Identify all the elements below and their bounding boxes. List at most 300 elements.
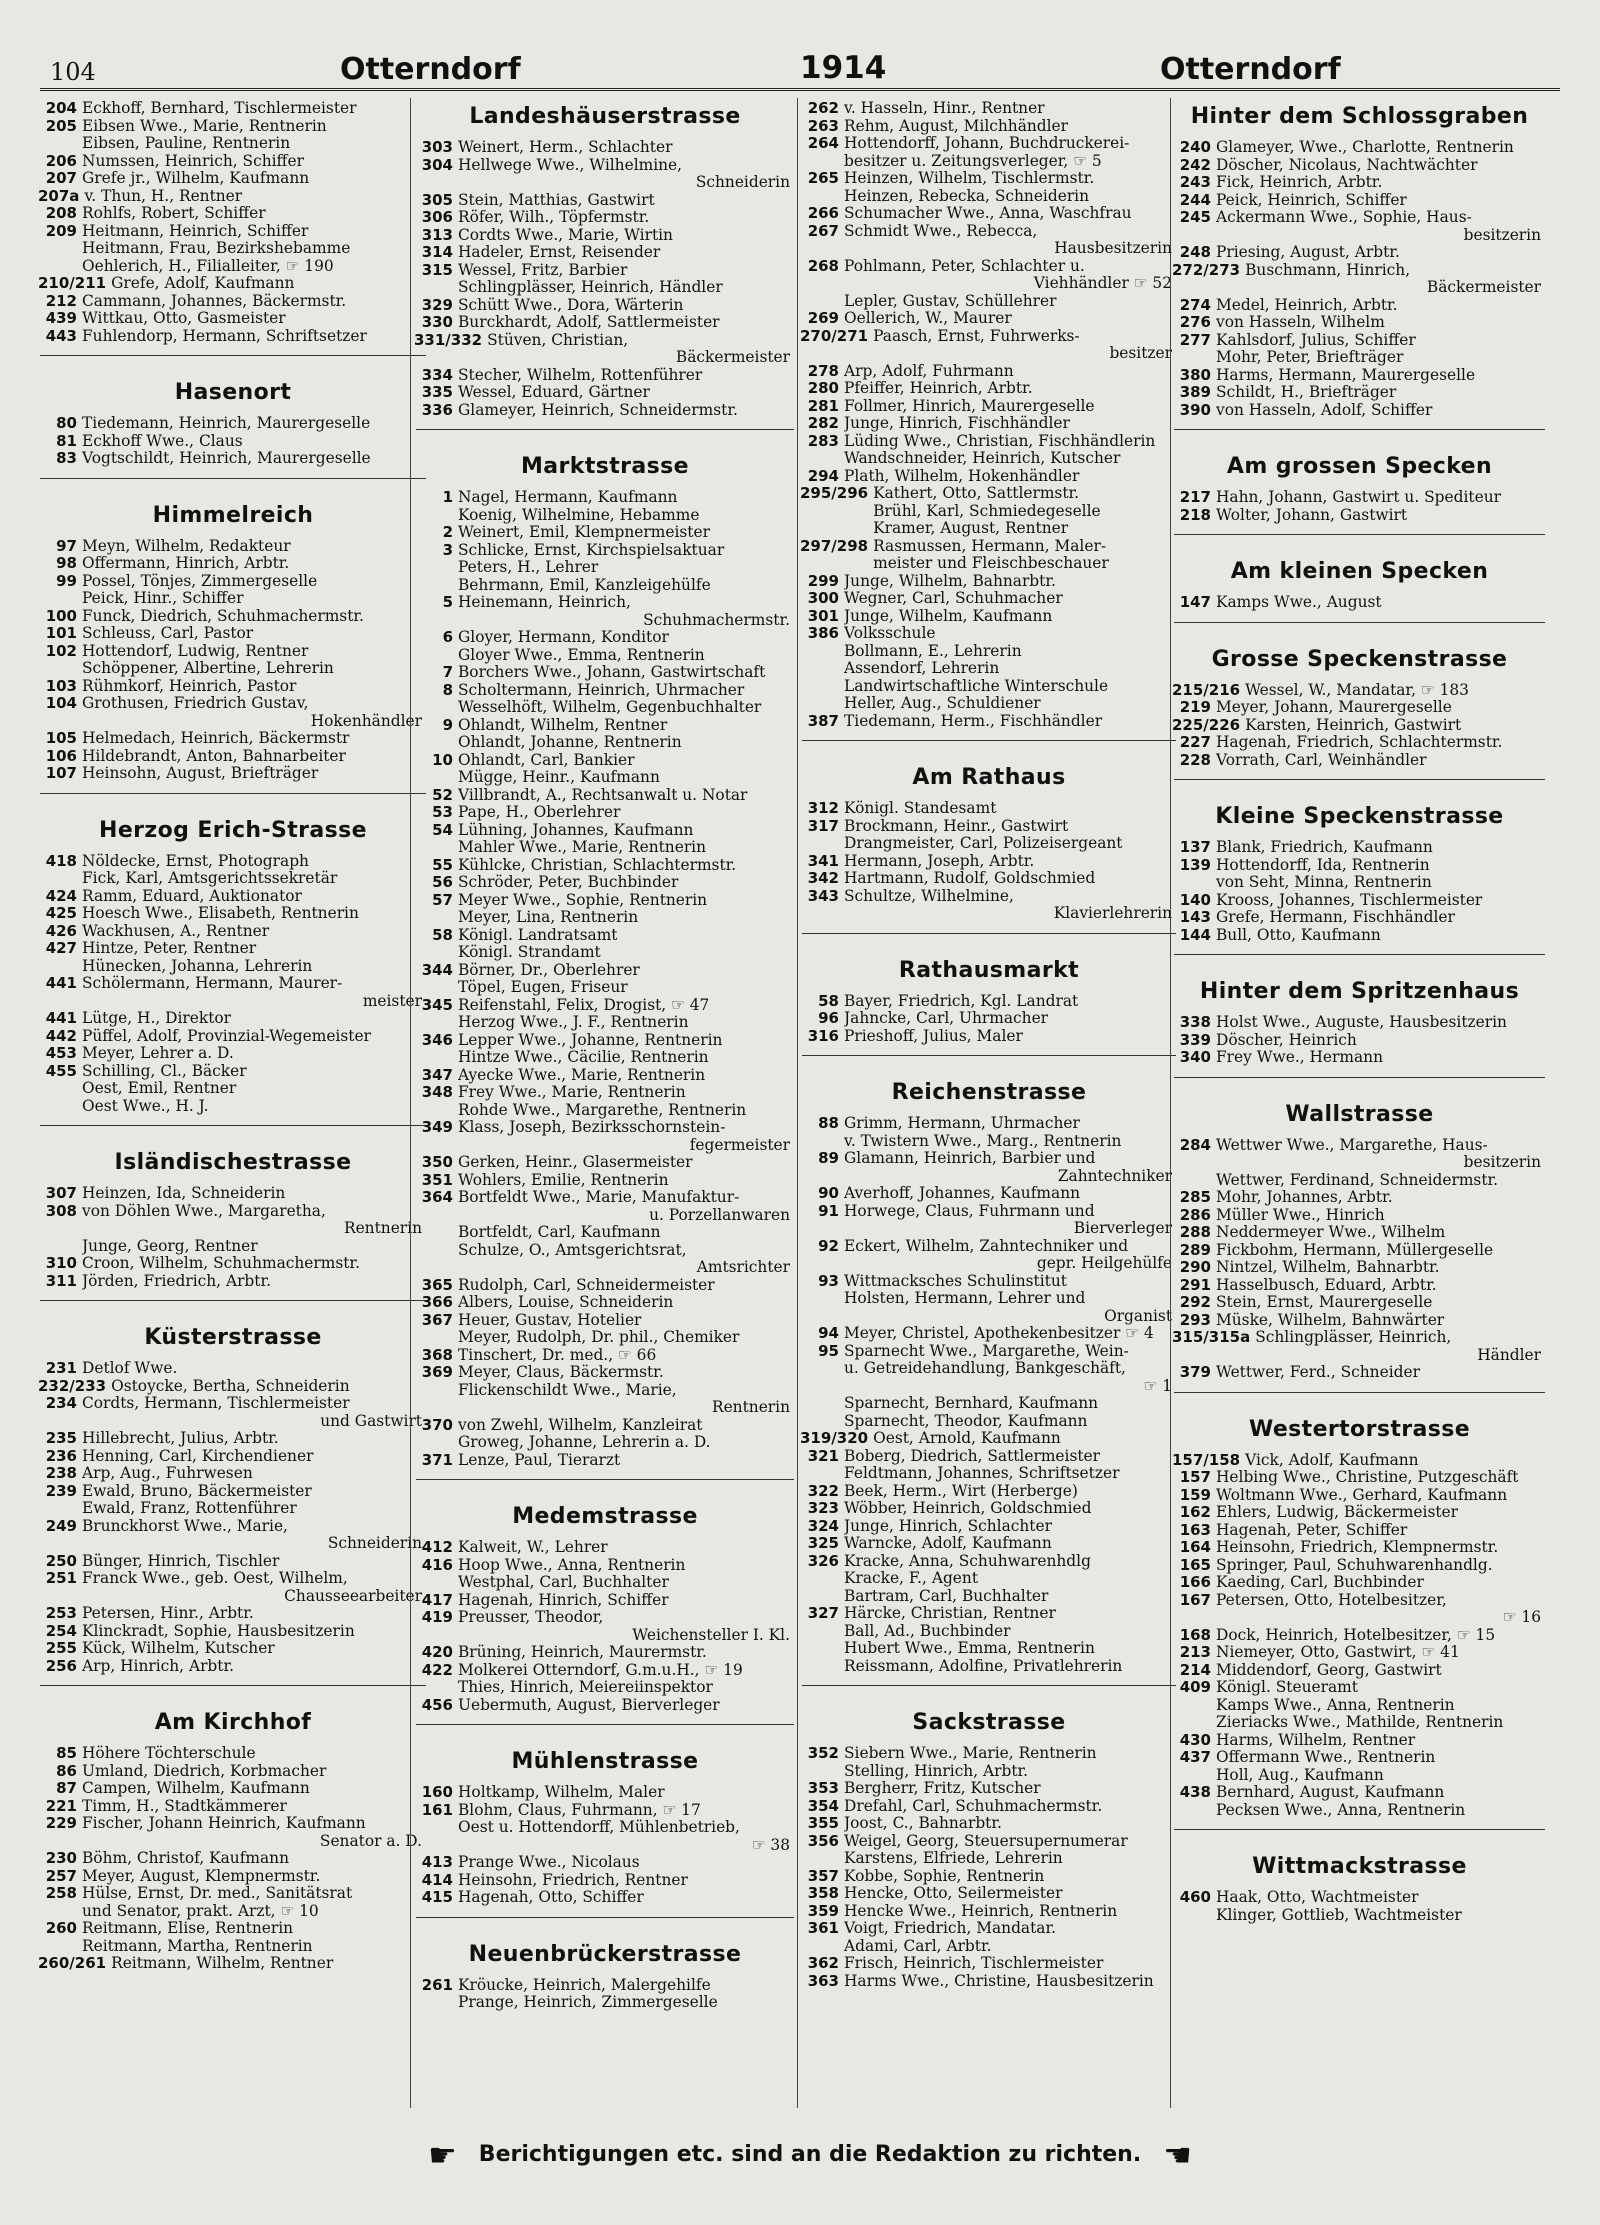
house-number: 137 <box>1179 838 1211 856</box>
resident-line-continuation: gepr. Heilgehülfe <box>1036 1255 1172 1272</box>
house-number: 353 <box>807 1779 839 1797</box>
house-number: 330 <box>421 313 453 331</box>
resident-line: Franck Wwe., geb. Oest, Wilhelm, <box>82 1570 348 1587</box>
resident-line: Klinckradt, Sophie, Hausbesitzerin <box>82 1622 355 1640</box>
resident-line: Schröder, Peter, Buchbinder <box>458 874 679 891</box>
house-number: 270/271 <box>800 326 869 345</box>
resident-line: Vick, Adolf, Kaufmann <box>1245 1451 1419 1469</box>
resident-line: Reitmann, Elise, Rentnerin <box>82 1920 294 1937</box>
directory-entry <box>1172 1487 1547 1505</box>
directory-entry <box>1172 734 1547 752</box>
section-divider <box>1174 779 1545 780</box>
house-number: 289 <box>1179 1240 1211 1259</box>
resident-line: Cammann, Johannes, Bäckermstr. <box>82 292 347 310</box>
resident-line-continuation: Bäckermeister <box>675 349 790 366</box>
resident-line: Wittkau, Otto, Gasmeister <box>82 310 286 327</box>
resident-line: Püffel, Adolf, Provinzial-Wegemeister <box>82 1027 371 1045</box>
resident-line: Glamann, Heinrich, Barbier und <box>844 1150 1096 1167</box>
directory-entry <box>1172 1189 1547 1207</box>
resident-line-continuation: Organist <box>1104 1307 1172 1325</box>
house-number: 85 <box>56 1744 77 1762</box>
house-number: 214 <box>1179 1660 1211 1679</box>
house-number: 221 <box>45 1796 77 1815</box>
directory-entry <box>1172 1732 1547 1750</box>
house-number: 460 <box>1179 1888 1211 1906</box>
directory-entry <box>38 975 428 1010</box>
resident-line: Peick, Heinrich, Schiffer <box>1216 191 1407 209</box>
house-number: 351 <box>421 1170 453 1189</box>
directory-entry <box>800 818 1178 853</box>
directory-entry <box>800 170 1178 205</box>
directory-entry <box>38 118 428 153</box>
resident-line: Junge, Hinrich, Fischhändler <box>844 415 1070 432</box>
resident-line: Dock, Heinrich, Hotelbesitzer, ☞ 15 <box>1216 1626 1496 1644</box>
resident-line: Reitmann, Wilhelm, Rentner <box>111 1955 334 1972</box>
street-name: Wallstrasse <box>1285 1101 1434 1127</box>
resident-line: Hottendorff, Johann, Buchdruckerei- <box>844 135 1130 152</box>
resident-line: Ohlandt, Carl, Bankier <box>458 751 635 769</box>
resident-line: Schöppener, Albertine, Lehrerin <box>82 660 334 677</box>
house-number: 219 <box>1179 698 1211 716</box>
resident-line: Junge, Wilhelm, Bahnarbtr. <box>844 572 1056 590</box>
directory-entry <box>414 139 796 157</box>
directory-entry <box>800 1780 1178 1798</box>
resident-line: Hintze, Peter, Rentner <box>82 940 257 957</box>
house-number: 324 <box>807 1516 839 1535</box>
resident-line: Wöbber, Heinrich, Goldschmied <box>844 1500 1092 1517</box>
resident-line: Buschmann, Hinrich, <box>1245 261 1411 279</box>
directory-entry <box>1172 1539 1547 1557</box>
resident-line: Flickenschildt Wwe., Marie, <box>458 1381 677 1399</box>
resident-line: Drangmeister, Carl, Polizeisergeant <box>844 835 1123 852</box>
resident-line: Koenig, Wilhelmine, Hebamme <box>458 506 700 524</box>
house-number: 143 <box>1179 908 1211 926</box>
directory-entry <box>38 1203 428 1238</box>
directory-entry <box>800 433 1178 468</box>
directory-entry <box>800 118 1178 136</box>
resident-line: Haak, Otto, Wachtmeister <box>1216 1889 1419 1906</box>
resident-line: Helbing Wwe., Christine, Putzgeschäft <box>1216 1469 1519 1486</box>
directory-entry <box>38 923 428 941</box>
house-number: 9 <box>442 715 453 734</box>
resident-line: Hildebrandt, Anton, Bahnarbeiter <box>82 747 346 765</box>
directory-entry <box>800 1745 1178 1780</box>
directory-entry <box>1172 1277 1547 1295</box>
directory-entry <box>800 223 1178 258</box>
directory-entry <box>800 1553 1178 1606</box>
resident-line: Lüding Wwe., Christian, Fischhändlerin <box>844 432 1156 450</box>
house-number: 229 <box>45 1814 77 1832</box>
house-number: 336 <box>421 400 453 419</box>
directory-entry <box>414 1784 796 1802</box>
resident-line: Sparnecht Wwe., Margarethe, Wein- <box>844 1342 1129 1360</box>
directory-entry <box>414 384 796 402</box>
directory-entry <box>414 1417 796 1452</box>
directory-entry <box>1172 1207 1547 1225</box>
house-number: 231 <box>45 1359 77 1377</box>
directory-entry <box>38 1798 428 1816</box>
house-number: 280 <box>807 379 839 397</box>
house-number: 386 <box>807 624 839 642</box>
house-number: 236 <box>45 1446 77 1465</box>
house-number: 268 <box>807 256 839 275</box>
resident-line: Schumacher Wwe., Anna, Waschfrau <box>844 205 1132 222</box>
resident-line: Tinschert, Dr. med., ☞ 66 <box>458 1346 657 1364</box>
resident-line: Kobbe, Sophie, Rentnerin <box>844 1867 1045 1885</box>
house-number: 1 <box>442 488 453 506</box>
house-number: 340 <box>1179 1048 1211 1066</box>
house-number: 87 <box>56 1779 77 1797</box>
resident-line: Offermann, Hinrich, Arbtr. <box>82 555 290 572</box>
directory-entry <box>1172 192 1547 210</box>
resident-line: Pfeiffer, Heinrich, Arbtr. <box>844 380 1033 397</box>
directory-entry <box>38 1780 428 1798</box>
street-name: Landeshäuserstrasse <box>469 104 741 129</box>
directory-entry <box>800 1395 1178 1430</box>
directory-entry <box>38 608 428 626</box>
resident-line: Stein, Ernst, Maurergeselle <box>1216 1294 1433 1311</box>
section-divider <box>40 478 426 479</box>
directory-entry <box>38 905 428 923</box>
house-number: 442 <box>45 1026 77 1045</box>
resident-line: Croon, Wilhelm, Schuhmachermstr. <box>82 1255 360 1272</box>
resident-line-continuation: Chausseearbeiter <box>284 1587 422 1605</box>
house-number: 2 <box>442 523 453 541</box>
resident-line: Henning, Carl, Kirchendiener <box>82 1447 314 1465</box>
resident-line: Volksschule <box>844 625 936 642</box>
resident-line: Eibsen Wwe., Marie, Rentnerin <box>82 117 327 135</box>
street-name: Himmelreich <box>152 502 314 528</box>
house-number: 322 <box>807 1481 839 1500</box>
directory-entry <box>1172 1522 1547 1540</box>
house-number: 274 <box>1179 295 1211 314</box>
resident-line: Stein, Matthias, Gastwirt <box>458 191 655 209</box>
house-number: 422 <box>421 1660 453 1679</box>
house-number: 441 <box>45 974 77 992</box>
house-number: 207 <box>45 169 77 187</box>
street-section <box>1172 647 1547 781</box>
resident-line: Schleuss, Carl, Pastor <box>82 625 254 642</box>
page-footer <box>360 2135 1260 2174</box>
directory-entry <box>800 1343 1178 1396</box>
resident-line: meister und Fleischbeschauer <box>873 555 1109 572</box>
directory-entry <box>38 678 428 696</box>
directory-entry <box>800 1115 1178 1150</box>
directory-entry <box>800 1973 1178 1991</box>
directory-entry <box>800 590 1178 608</box>
house-number: 281 <box>807 396 839 415</box>
directory-entry <box>38 1378 428 1396</box>
directory-entry <box>38 293 428 311</box>
resident-line: Lütge, H., Direktor <box>82 1010 232 1027</box>
column-1 <box>38 100 428 2120</box>
resident-line: Meyer Wwe., Sophie, Rentnerin <box>458 891 708 909</box>
directory-entry <box>1172 1557 1547 1575</box>
directory-entry <box>1172 1294 1547 1312</box>
resident-line: Döscher, Heinrich <box>1216 1031 1357 1049</box>
resident-line-continuation: Hausbesitzerin <box>1054 240 1172 257</box>
house-number: 7 <box>442 663 453 681</box>
house-number: 3 <box>442 540 453 559</box>
resident-line: Funck, Diedrich, Schuhmachermstr. <box>82 607 364 625</box>
street-section <box>1172 104 1547 430</box>
resident-line: Bortfeldt Wwe., Marie, Manufaktur- <box>458 1189 740 1206</box>
resident-line: Vogtschildt, Heinrich, Maurergeselle <box>82 450 371 467</box>
resident-line: Sparnecht, Theodor, Kaufmann <box>844 1412 1088 1430</box>
resident-line: Oest u. Hottendorff, Mühlenbetrieb, <box>458 1819 740 1836</box>
resident-line: Oest Wwe., H. J. <box>82 1097 209 1115</box>
street-section <box>800 765 1178 934</box>
house-number: 342 <box>807 869 839 887</box>
house-number: 238 <box>45 1464 77 1482</box>
directory-entry <box>414 1539 796 1557</box>
street-name: Am Kirchhof <box>154 1710 312 1735</box>
directory-entry <box>800 608 1178 626</box>
directory-entry <box>1172 699 1547 717</box>
directory-entry <box>38 1185 428 1203</box>
resident-line: Arp, Adolf, Fuhrmann <box>844 362 1014 380</box>
resident-line: Frisch, Heinrich, Tischlermeister <box>844 1955 1104 1972</box>
resident-line: Gloyer, Hermann, Konditor <box>458 629 669 646</box>
resident-line: Peters, H., Lehrer <box>458 559 599 576</box>
house-number: 95 <box>818 1341 839 1360</box>
house-number: 267 <box>807 221 839 240</box>
directory-entry <box>800 1815 1178 1833</box>
house-number: 329 <box>421 295 453 314</box>
resident-line: Numssen, Heinrich, Schiffer <box>82 152 304 170</box>
house-number: 164 <box>1179 1538 1211 1556</box>
resident-line: Hermann, Joseph, Arbtr. <box>844 852 1035 870</box>
resident-line: v. Twistern Wwe., Marg., Rentnerin <box>844 1132 1122 1150</box>
house-number: 265 <box>807 169 839 187</box>
directory-entry <box>800 573 1178 591</box>
house-number: 277 <box>1179 330 1211 349</box>
resident-line: Eckert, Wilhelm, Zahntechniker und <box>844 1237 1129 1255</box>
resident-line: Burckhardt, Adolf, Sattlermeister <box>458 314 720 331</box>
resident-line-continuation: besitzer <box>1109 345 1172 362</box>
house-number <box>800 1395 844 1430</box>
house-number: 58 <box>432 925 453 944</box>
directory-entry <box>38 1570 428 1605</box>
resident-line: Schulze, O., Amtsgerichtsrat, <box>458 1241 687 1259</box>
resident-line: Niemeyer, Otto, Gastwirt, ☞ 41 <box>1216 1644 1460 1661</box>
resident-line-continuation: meister <box>362 992 422 1010</box>
resident-line: Plath, Wilhelm, Hokenhändler <box>844 467 1080 485</box>
section-divider <box>802 933 1176 934</box>
resident-line: Fuhlendorp, Hermann, Schriftsetzer <box>82 327 367 345</box>
directory-entry <box>414 822 796 857</box>
house-number: 416 <box>421 1555 453 1574</box>
directory-entry <box>1172 1662 1547 1680</box>
house-number: 335 <box>421 383 453 401</box>
house-number: 227 <box>1179 733 1211 751</box>
street-section <box>414 454 796 1480</box>
house-number: 325 <box>807 1534 839 1552</box>
resident-line-continuation: Viehhändler ☞ 52 <box>1033 275 1172 292</box>
directory-entry <box>38 170 428 188</box>
directory-entry <box>38 205 428 223</box>
resident-line: Westphal, Carl, Buchhalter <box>458 1574 669 1591</box>
house-number: 261 <box>421 1975 453 1994</box>
directory-entry <box>38 1605 428 1623</box>
house-number: 438 <box>1179 1783 1211 1801</box>
house-number: 204 <box>45 100 77 117</box>
directory-entry <box>38 730 428 748</box>
directory-entry <box>38 1920 428 1955</box>
street-section <box>414 1749 796 1918</box>
section-divider <box>416 1479 794 1480</box>
house-number: 208 <box>45 204 77 222</box>
resident-line: Schlicke, Ernst, Kirchspielsaktuar <box>458 541 725 559</box>
directory-entry <box>800 853 1178 871</box>
resident-line: Kröucke, Heinrich, Malergehilfe <box>458 1976 711 1994</box>
house-number: 356 <box>807 1831 839 1850</box>
directory-entry <box>38 695 428 730</box>
column-4 <box>1172 100 1547 2120</box>
house-number: 269 <box>807 309 839 327</box>
house-number: 106 <box>45 746 77 765</box>
street-name: Am kleinen Specken <box>1230 559 1489 584</box>
resident-line: Hencke, Otto, Seilermeister <box>844 1885 1063 1902</box>
resident-line: Nintzel, Wilhelm, Bahnarbtr. <box>1216 1259 1440 1276</box>
street-name: Sackstrasse <box>912 1710 1066 1735</box>
resident-line: Hünecken, Johanna, Lehrerin <box>82 957 313 975</box>
resident-line: Heinzen, Wilhelm, Tischlermstr. <box>844 170 1095 187</box>
directory-entry <box>38 1360 428 1378</box>
house-number: 354 <box>807 1796 839 1815</box>
house-number: 147 <box>1179 593 1211 611</box>
house-number: 285 <box>1179 1188 1211 1206</box>
resident-line: Junge, Georg, Rentner <box>82 1237 258 1255</box>
directory-entry <box>414 1609 796 1644</box>
directory-entry <box>414 1119 796 1154</box>
street-section <box>1172 454 1547 535</box>
resident-line: Meyer, August, Klempnermstr. <box>82 1867 321 1885</box>
directory-entry <box>1172 332 1547 367</box>
resident-line-continuation: Weichensteller I. Kl. <box>632 1626 790 1644</box>
directory-entry <box>800 538 1178 573</box>
house-number <box>38 1238 82 1256</box>
resident-line: Thies, Hinrich, Meiereiinspektor <box>458 1679 713 1696</box>
resident-line-continuation: fegermeister <box>689 1136 790 1154</box>
house-number: 425 <box>45 904 77 922</box>
house-number: 207a <box>38 186 80 205</box>
house-number: 234 <box>45 1394 77 1412</box>
directory-entry <box>38 1868 428 1886</box>
resident-line: Hadeler, Ernst, Reisender <box>458 244 661 261</box>
house-number: 415 <box>421 1888 453 1906</box>
directory-entry <box>1172 1364 1547 1382</box>
house-number: 257 <box>45 1866 77 1885</box>
directory-entry <box>38 1745 428 1763</box>
directory-entry <box>38 223 428 276</box>
directory-entry <box>414 997 796 1032</box>
directory-entry <box>800 1185 1178 1203</box>
directory-entry <box>800 1920 1178 1955</box>
resident-line-continuation: Bierverleger <box>1073 1220 1172 1237</box>
street-section <box>38 1325 428 1686</box>
resident-line: Frey Wwe., Marie, Rentnerin <box>458 1084 686 1101</box>
house-number: 419 <box>421 1608 453 1626</box>
street-section <box>1172 1854 1547 1924</box>
street-name: Hinter dem Schlossgraben <box>1190 104 1529 129</box>
house-number: 93 <box>818 1271 839 1290</box>
resident-line: Boberg, Diedrich, Sattlermeister <box>844 1447 1100 1465</box>
directory-entry <box>414 332 796 367</box>
house-number: 225/226 <box>1172 715 1241 734</box>
resident-line: Weinert, Herm., Schlachter <box>458 139 673 156</box>
directory-entry <box>800 1868 1178 1886</box>
resident-line: und Senator, prakt. Arzt, ☞ 10 <box>82 1902 319 1920</box>
resident-line: Hahn, Johann, Gastwirt u. Spediteur <box>1216 489 1501 506</box>
resident-line: Harms Wwe., Christine, Hausbesitzerin <box>844 1972 1154 1990</box>
house-number: 99 <box>56 571 77 590</box>
resident-line: Holst Wwe., Auguste, Hausbesitzerin <box>1216 1014 1507 1031</box>
resident-line: Röfer, Wilh., Töpfermstr. <box>458 209 650 226</box>
resident-line: Rasmussen, Hermann, Maler- <box>873 537 1107 555</box>
resident-line: Uebermuth, August, Bierverleger <box>458 1696 720 1714</box>
resident-line: Beek, Herm., Wirt (Herberge) <box>844 1482 1078 1500</box>
house-number: 327 <box>807 1604 839 1622</box>
resident-line: von Hasseln, Wilhelm <box>1216 314 1385 331</box>
resident-line: Vorrath, Carl, Weinhändler <box>1216 751 1427 769</box>
page-header <box>40 50 1560 91</box>
directory-entry <box>414 1872 796 1890</box>
directory-entry <box>1172 157 1547 175</box>
directory-entry <box>38 1273 428 1291</box>
directory-entry <box>38 275 428 293</box>
house-number: 140 <box>1179 890 1211 909</box>
directory-entry <box>38 153 428 171</box>
house-number: 80 <box>56 414 77 432</box>
header-right-title: Otterndorf <box>1160 52 1341 87</box>
section-divider <box>40 1125 426 1126</box>
house-number: 240 <box>1179 138 1211 156</box>
directory-entry <box>1172 367 1547 385</box>
resident-line: Blank, Friedrich, Kaufmann <box>1216 839 1433 856</box>
house-number <box>1172 1172 1216 1190</box>
directory-entry <box>414 314 796 332</box>
resident-line: Rühmkorf, Heinrich, Pastor <box>82 677 297 695</box>
house-number: 304 <box>421 155 453 174</box>
directory-entry <box>414 227 796 245</box>
house-number: 326 <box>807 1551 839 1570</box>
resident-line: Gloyer Wwe., Emma, Rentnerin <box>458 646 705 664</box>
resident-line: Kühlcke, Christian, Schlachtermstr. <box>458 856 737 874</box>
directory-entry <box>414 542 796 595</box>
resident-line: Pape, H., Oberlehrer <box>458 804 621 821</box>
resident-line: Tiedemann, Heinrich, Maurergeselle <box>82 415 371 432</box>
house-number: 98 <box>56 554 77 572</box>
directory-entry <box>1172 927 1547 945</box>
resident-line: Schultze, Wilhelmine, <box>844 887 1014 905</box>
directory-entry <box>800 625 1178 713</box>
house-number: 361 <box>807 1919 839 1937</box>
directory-entry <box>38 1850 428 1868</box>
directory-entry <box>38 1010 428 1028</box>
house-number: 256 <box>45 1656 77 1675</box>
house-number: 317 <box>807 816 839 835</box>
resident-line-continuation: Amtsrichter <box>696 1259 790 1276</box>
resident-line: Bergherr, Fritz, Kutscher <box>844 1780 1041 1797</box>
directory-entry <box>1172 1312 1547 1330</box>
resident-line: Wessel, Fritz, Barbier <box>458 261 628 279</box>
house-number <box>800 293 844 311</box>
resident-line: Hottendorf, Ludwig, Rentner <box>82 642 309 660</box>
directory-entry <box>38 538 428 556</box>
house-number <box>414 1224 458 1277</box>
resident-line: Ayecke Wwe., Marie, Rentnerin <box>458 1066 706 1084</box>
